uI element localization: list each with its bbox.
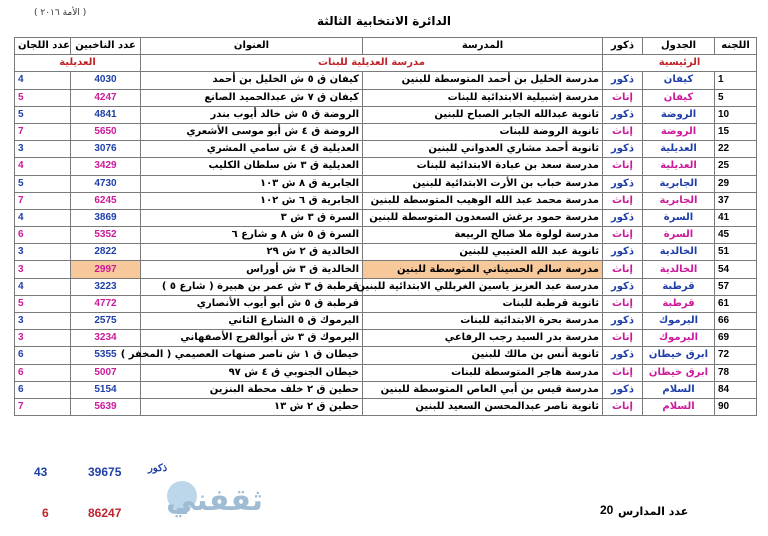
gender-label: ذكور (603, 313, 643, 330)
school-address: الجابرية ق ٦ ش ١٠٢ (141, 192, 363, 209)
table-row (15, 295, 757, 312)
voters-count: 4247 (71, 89, 141, 106)
school-address: العديلية ق ٣ ش سلطان الكليب (141, 158, 363, 175)
school-name: مدرسة محمد عبد الله الوهيب المتوسطة للبنين (363, 192, 603, 209)
school-address: اليرموك ق ٣ ش أبوالفرج الأصفهاني (141, 330, 363, 347)
committees-count: 5 (15, 175, 71, 192)
voters-count: 3076 (71, 141, 141, 158)
total-male-label: ذكور (148, 463, 168, 474)
header-committees: عدد اللجان (15, 38, 71, 55)
committee-number: 66 (715, 313, 757, 330)
header-table: الجدول (643, 38, 715, 55)
committees-count: 6 (15, 347, 71, 364)
voters-count: 4841 (71, 106, 141, 123)
table-row (15, 106, 757, 123)
table-row (15, 381, 757, 398)
voters-count: 4730 (71, 175, 141, 192)
area-name: العديلية (643, 141, 715, 158)
school-name: مدرسة بحرة الابتدائية للبنات (363, 313, 603, 330)
school-address: حطين ق ٢ خلف محطة البنزين (141, 381, 363, 398)
area-name: اليرموك (643, 330, 715, 347)
gender-label: ذكور (603, 175, 643, 192)
gender-label: إناث (603, 192, 643, 209)
gender-label: إناث (603, 261, 643, 278)
total-all-voters: 86247 (88, 506, 122, 520)
school-address: حطين ق ٢ ش ١٣ (141, 398, 363, 415)
table-row (15, 313, 757, 330)
school-address: السرة ق ٣ ش ٣ (141, 209, 363, 226)
voters-count: 2575 (71, 313, 141, 330)
school-address: العديلية ق ٤ ش سامي المشري (141, 141, 363, 158)
school-address: الخالدية ق ٢ ش ٢٩ (141, 244, 363, 261)
school-name: مدرسة إشبيلية الابتدائية للبنات (363, 89, 603, 106)
area-name: الروضة (643, 123, 715, 140)
committees-count: 5 (15, 89, 71, 106)
committees-count: 6 (15, 227, 71, 244)
total-all-committees: 6 (42, 506, 49, 520)
section-row (15, 55, 757, 72)
school-name: مدرسة الخليل بن أحمد المتوسطة للبنين (363, 72, 603, 89)
area-name: السرة (643, 227, 715, 244)
school-address: السرة ق ٥ ش ٨ و شارع ٦ (141, 227, 363, 244)
gender-label: إناث (603, 158, 643, 175)
gender-label: إناث (603, 295, 643, 312)
school-name: ثانوية ناصر عبدالمحسن السعيد للبنين (363, 398, 603, 415)
committee-number: 37 (715, 192, 757, 209)
gender-label: إناث (603, 89, 643, 106)
committee-number: 22 (715, 141, 757, 158)
voters-count: 3223 (71, 278, 141, 295)
table-row (15, 209, 757, 226)
committees-count: 5 (15, 106, 71, 123)
committees-count: 4 (15, 209, 71, 226)
schools-count-label: عدد المدارس (618, 505, 689, 518)
voters-count: 5352 (71, 227, 141, 244)
committees-count: 7 (15, 192, 71, 209)
committee-number: 45 (715, 227, 757, 244)
voters-count: 3234 (71, 330, 141, 347)
gender-label: إناث (603, 398, 643, 415)
table-row (15, 261, 757, 278)
school-name: ثانوية عبد الله العتيبي للبنين (363, 244, 603, 261)
committee-number: 90 (715, 398, 757, 415)
table-row (15, 227, 757, 244)
area-name: السلام (643, 381, 715, 398)
school-name: ثانوية أنس بن مالك للبنين (363, 347, 603, 364)
table-row (15, 364, 757, 381)
school-address: قرطبة ق ٣ ش عمر بن هبيرة ( شارع ٥ ) (141, 278, 363, 295)
section-right: الرئيسية (603, 55, 757, 72)
header-school: المدرسة (363, 38, 603, 55)
voters-count: 2822 (71, 244, 141, 261)
table-row (15, 192, 757, 209)
gender-label: ذكور (603, 141, 643, 158)
area-name: قرطبة (643, 295, 715, 312)
area-name: ابرق خيطان (643, 364, 715, 381)
committees-count: 3 (15, 244, 71, 261)
school-name: مدرسة بدر السيد رجب الرفاعي (363, 330, 603, 347)
table-header-row (15, 38, 757, 55)
school-name: مدرسة قيس بن أبي العاص المتوسطة للبنين (363, 381, 603, 398)
school-address: الروضة ق ٥ ش خالد أيوب بندر (141, 106, 363, 123)
area-name: الخالدية (643, 244, 715, 261)
total-male-committees: 43 (34, 465, 48, 479)
school-address: اليرموك ق ٥ الشارع الثاني (141, 313, 363, 330)
voters-count: 6245 (71, 192, 141, 209)
table-row (15, 158, 757, 175)
school-address: كيفان ق ٥ ش الخليل بن أحمد (141, 72, 363, 89)
committee-number: 1 (715, 72, 757, 89)
voters-count: 5007 (71, 364, 141, 381)
school-name: ثانوية أحمد مشاري العدواني للبنين (363, 141, 603, 158)
table-row (15, 244, 757, 261)
table-row (15, 72, 757, 89)
school-address: قرطبة ق ٥ ش أبو أيوب الأنصاري (141, 295, 363, 312)
committees-count: 3 (15, 330, 71, 347)
committees-count: 5 (15, 295, 71, 312)
committee-number: 57 (715, 278, 757, 295)
committee-number: 54 (715, 261, 757, 278)
school-name: مدرسة سالم الحسيناني المتوسطة للبنين (363, 261, 603, 278)
school-address: الروضة ق ٤ ش أبو موسى الأشعري (141, 123, 363, 140)
page-note: ( الأمة ٢٠١٦ ) (34, 8, 87, 18)
voters-count: 5639 (71, 398, 141, 415)
voters-count: 3869 (71, 209, 141, 226)
gender-label: ذكور (603, 381, 643, 398)
schools-table (14, 37, 757, 416)
committee-number: 29 (715, 175, 757, 192)
total-male-voters: 39675 (88, 465, 122, 479)
header-voters: عدد الناخبين (71, 38, 141, 55)
area-name: الجابرية (643, 175, 715, 192)
voters-count: 4030 (71, 72, 141, 89)
committees-count: 7 (15, 123, 71, 140)
area-name: الروضة (643, 106, 715, 123)
school-name: مدرسة عبد العزيز ياسين الغربللي الابتدائية للبنين (363, 278, 603, 295)
committees-count: 6 (15, 364, 71, 381)
table-row (15, 141, 757, 158)
committee-number: 51 (715, 244, 757, 261)
committees-count: 3 (15, 261, 71, 278)
school-address: كيفان ق ٧ ش عبدالحميد الصانع (141, 89, 363, 106)
committee-number: 15 (715, 123, 757, 140)
voters-count: 4772 (71, 295, 141, 312)
table-row (15, 278, 757, 295)
table-row (15, 398, 757, 415)
area-name: قرطبة (643, 278, 715, 295)
section-middle: مدرسة العديلية للبنات (141, 55, 603, 72)
area-name: الجابرية (643, 192, 715, 209)
gender-label: إناث (603, 227, 643, 244)
voters-count: 5355 (71, 347, 141, 364)
schools-count: 20 (600, 503, 614, 517)
gender-label: ذكور (603, 106, 643, 123)
committee-number: 41 (715, 209, 757, 226)
gender-label: ذكور (603, 72, 643, 89)
voters-count: 5650 (71, 123, 141, 140)
committee-number: 69 (715, 330, 757, 347)
committees-count: 7 (15, 398, 71, 415)
committees-count: 4 (15, 72, 71, 89)
watermark-logo (16, 468, 264, 528)
school-name: ثانوية عبدالله الجابر الصباح للبنين (363, 106, 603, 123)
voters-count: 2997 (71, 261, 141, 278)
header-address: العنوان (141, 38, 363, 55)
gender-label: إناث (603, 330, 643, 347)
table-row (15, 175, 757, 192)
school-address: خيطان الجنوبي ق ٤ ش ٩٧ (141, 364, 363, 381)
committees-count: 6 (15, 381, 71, 398)
school-name: مدرسة هاجر المتوسطة للبنات (363, 364, 603, 381)
gender-label: ذكور (603, 244, 643, 261)
table-row (15, 89, 757, 106)
committee-number: 10 (715, 106, 757, 123)
area-name: الخالدية (643, 261, 715, 278)
area-name: كيفان (643, 89, 715, 106)
committees-count: 3 (15, 141, 71, 158)
area-name: اليرموك (643, 313, 715, 330)
gender-label: إناث (603, 364, 643, 381)
watermark-text: ثقفني (166, 483, 264, 518)
committee-number: 78 (715, 364, 757, 381)
school-address: الجابرية ق ٨ ش ١٠٣ (141, 175, 363, 192)
voters-count: 5154 (71, 381, 141, 398)
school-address: الخالدية ق ٣ ش أوراس (141, 261, 363, 278)
gender-label: ذكور (603, 347, 643, 364)
school-name: مدرسة حمود برغش السعدون المتوسطة للبنين (363, 209, 603, 226)
area-name: كيفان (643, 72, 715, 89)
committee-number: 72 (715, 347, 757, 364)
area-name: العديلية (643, 158, 715, 175)
table-row (15, 347, 757, 364)
committees-count: 4 (15, 278, 71, 295)
school-address: خيطان ق ١ ش ناصر صنهات العصيمي ( المخفر ) (141, 347, 363, 364)
committee-number: 5 (715, 89, 757, 106)
school-name: مدرسة خباب بن الأرت الابتدائية للبنين (363, 175, 603, 192)
table-row (15, 330, 757, 347)
header-gender: ذكور (603, 38, 643, 55)
committees-count: 4 (15, 158, 71, 175)
school-name: مدرسة سعد بن عبادة الابتدائية للبنات (363, 158, 603, 175)
committee-number: 25 (715, 158, 757, 175)
gender-label: ذكور (603, 209, 643, 226)
table-row (15, 123, 757, 140)
area-name: ابرق خيطان (643, 347, 715, 364)
page-title: الدائرة الانتخابية الثالثة (316, 14, 452, 28)
gender-label: إناث (603, 123, 643, 140)
committee-number: 84 (715, 381, 757, 398)
area-name: السلام (643, 398, 715, 415)
voters-count: 3429 (71, 158, 141, 175)
school-name: مدرسة لولوة ملا صالح الربيعة (363, 227, 603, 244)
school-name: ثانوية قرطبة للبنات (363, 295, 603, 312)
header-committee-no: اللجنه (715, 38, 757, 55)
committees-count: 3 (15, 313, 71, 330)
gender-label: ذكور (603, 278, 643, 295)
committee-number: 61 (715, 295, 757, 312)
school-name: ثانوية الروضة للبنات (363, 123, 603, 140)
area-name: السرة (643, 209, 715, 226)
section-left: العديلية (15, 55, 141, 72)
